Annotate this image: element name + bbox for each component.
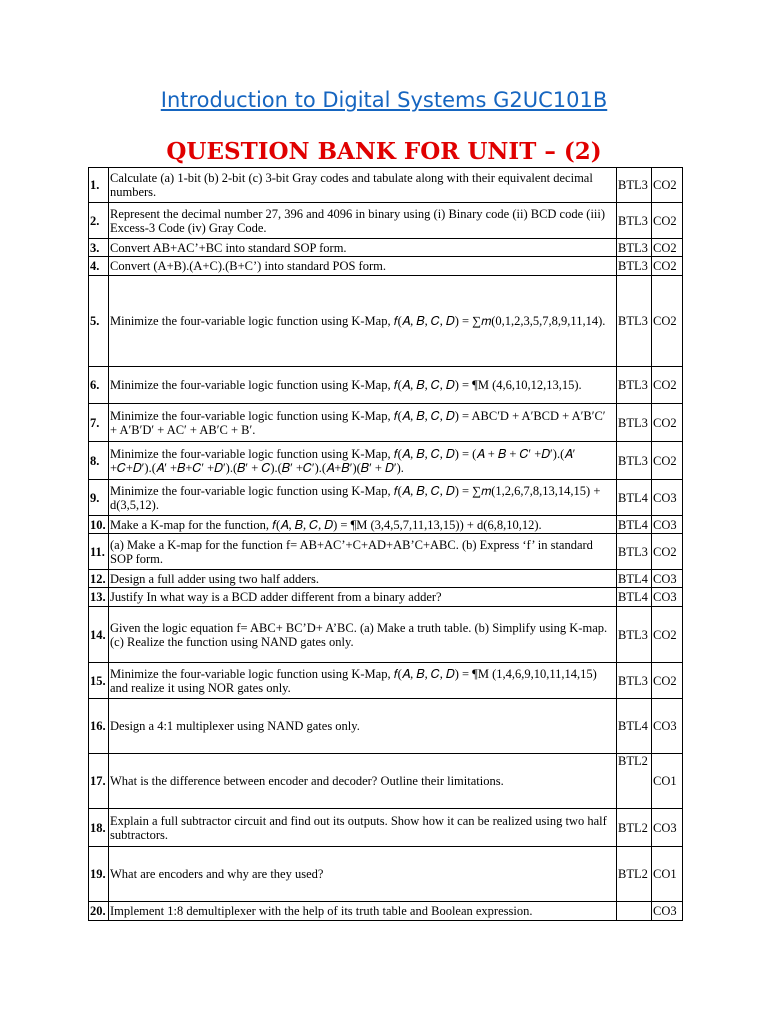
course-outcome: CO3 bbox=[652, 699, 683, 754]
course-outcome: CO3 bbox=[652, 570, 683, 588]
btl-level: BTL3 bbox=[617, 367, 652, 404]
question-text: Design a 4:1 multiplexer using NAND gates only. bbox=[109, 699, 617, 754]
question-text: Implement 1:8 demultiplexer with the help of its truth table and Boolean expression. bbox=[109, 902, 617, 921]
question-text: Calculate (a) 1-bit (b) 2-bit (c) 3-bit Gray codes and tabulate along with their equivalent decimal numbers. bbox=[109, 168, 617, 203]
question-number: 9. bbox=[89, 480, 109, 516]
course-outcome: CO1 bbox=[652, 847, 683, 902]
question-text: Given the logic equation f= ABC+ BC’D+ A’BC. (a) Make a truth table. (b) Simplify using K-map. (c) Realize the function using NAND gates only. bbox=[109, 607, 617, 663]
btl-level: BTL3 bbox=[617, 276, 652, 367]
question-number: 5. bbox=[89, 276, 109, 367]
question-number: 20. bbox=[89, 902, 109, 921]
course-outcome: CO3 bbox=[652, 480, 683, 516]
question-number: 18. bbox=[89, 809, 109, 847]
question-row bbox=[89, 442, 683, 480]
question-number: 1. bbox=[89, 168, 109, 203]
question-text: Minimize the four-variable logic function using K-Map, 𝑓(𝐴, 𝐵, 𝐶, 𝐷) = (𝐴 + 𝐵 + 𝐶′ +𝐷′).(𝐴′ +𝐶+𝐷′).(𝐴′ +𝐵+𝐶′ +𝐷′).(𝐵′ + 𝐶).(𝐵′ +𝐶′).(𝐴+𝐵′)(𝐵′ + 𝐷′). bbox=[109, 442, 617, 480]
question-row bbox=[89, 534, 683, 570]
btl-level: BTL3 bbox=[617, 404, 652, 442]
question-text: Represent the decimal number 27, 396 and 4096 in binary using (i) Binary code (ii) BCD code (iii) Excess-3 Code (iv) Gray Code. bbox=[109, 203, 617, 239]
course-outcome: CO3 bbox=[652, 902, 683, 921]
btl-level: BTL3 bbox=[617, 203, 652, 239]
question-text: Minimize the four-variable logic function using K-Map, 𝑓(𝐴, 𝐵, 𝐶, 𝐷) = ¶M (4,6,10,12,13,15). bbox=[109, 367, 617, 404]
btl-level: BTL4 bbox=[617, 699, 652, 754]
btl-level: BTL2 bbox=[617, 809, 652, 847]
btl-level: BTL2 bbox=[617, 847, 652, 902]
question-number: 3. bbox=[89, 239, 109, 257]
question-row bbox=[89, 480, 683, 516]
btl-level: BTL3 bbox=[617, 607, 652, 663]
question-number: 8. bbox=[89, 442, 109, 480]
question-number: 11. bbox=[89, 534, 109, 570]
question-text: Explain a full subtractor circuit and find out its outputs. Show how it can be realized using two half subtractors. bbox=[109, 809, 617, 847]
question-number: 12. bbox=[89, 570, 109, 588]
btl-level: BTL4 bbox=[617, 480, 652, 516]
question-row bbox=[89, 809, 683, 847]
question-row bbox=[89, 570, 683, 588]
question-row bbox=[89, 663, 683, 699]
question-text: What are encoders and why are they used? bbox=[109, 847, 617, 902]
question-text: Minimize the four-variable logic function using K-Map, 𝑓(𝐴, 𝐵, 𝐶, 𝐷) = ∑𝑚(0,1,2,3,5,7,8,9,11,14). bbox=[109, 276, 617, 367]
question-row bbox=[89, 367, 683, 404]
question-number: 14. bbox=[89, 607, 109, 663]
question-number: 13. bbox=[89, 588, 109, 607]
btl-level: BTL3 bbox=[617, 168, 652, 203]
course-outcome: CO2 bbox=[652, 534, 683, 570]
course-outcome: CO2 bbox=[652, 367, 683, 404]
question-text: What is the difference between encoder and decoder? Outline their limitations. bbox=[109, 754, 617, 809]
question-number: 6. bbox=[89, 367, 109, 404]
question-number: 2. bbox=[89, 203, 109, 239]
question-table bbox=[88, 167, 683, 921]
question-text: Minimize the four-variable logic function using K-Map, 𝑓(𝐴, 𝐵, 𝐶, 𝐷) = ∑𝑚(1,2,6,7,8,13,14,15) + d(3,5,12). bbox=[109, 480, 617, 516]
course-outcome: CO2 bbox=[652, 607, 683, 663]
question-number: 4. bbox=[89, 257, 109, 276]
question-row bbox=[89, 404, 683, 442]
course-outcome: CO2 bbox=[652, 257, 683, 276]
question-row bbox=[89, 902, 683, 921]
btl-level: BTL3 bbox=[617, 239, 652, 257]
question-number: 16. bbox=[89, 699, 109, 754]
btl-level: BTL4 bbox=[617, 516, 652, 534]
question-row bbox=[89, 516, 683, 534]
question-text: Minimize the four-variable logic function using K-Map, 𝑓(𝐴, 𝐵, 𝐶, 𝐷) = ABC′D + A′BCD + A′B′C′ + A′B′D′ + AC′ + AB′C + B′. bbox=[109, 404, 617, 442]
btl-level: BTL3 bbox=[617, 442, 652, 480]
question-number: 17. bbox=[89, 754, 109, 809]
question-bank-heading: QUESTION BANK FOR UNIT – (2) bbox=[166, 138, 602, 165]
question-row bbox=[89, 257, 683, 276]
question-text: Design a full adder using two half adders. bbox=[109, 570, 617, 588]
btl-level bbox=[617, 902, 652, 921]
course-outcome: CO2 bbox=[652, 239, 683, 257]
question-row bbox=[89, 754, 683, 809]
question-text: Convert AB+AC’+BC into standard SOP form. bbox=[109, 239, 617, 257]
question-number: 15. bbox=[89, 663, 109, 699]
question-row bbox=[89, 168, 683, 203]
course-outcome: CO1 bbox=[652, 754, 683, 809]
question-row bbox=[89, 847, 683, 902]
document-title: Introduction to Digital Systems G2UC101B bbox=[160, 88, 608, 112]
question-text: (a) Make a K-map for the function f= AB+AC’+C+AD+AB’C+ABC. (b) Express ‘f’ in standard SOP form. bbox=[109, 534, 617, 570]
btl-level: BTL3 bbox=[617, 257, 652, 276]
question-number: 7. bbox=[89, 404, 109, 442]
question-text: Minimize the four-variable logic function using K-Map, 𝑓(𝐴, 𝐵, 𝐶, 𝐷) = ¶M (1,4,6,9,10,11,14,15) and realize it using NOR gates only. bbox=[109, 663, 617, 699]
question-row bbox=[89, 699, 683, 754]
btl-level: BTL3 bbox=[617, 663, 652, 699]
question-row bbox=[89, 588, 683, 607]
course-outcome: CO2 bbox=[652, 663, 683, 699]
btl-level: BTL3 bbox=[617, 534, 652, 570]
course-outcome: CO2 bbox=[652, 168, 683, 203]
question-text: Justify In what way is a BCD adder different from a binary adder? bbox=[109, 588, 617, 607]
course-outcome: CO3 bbox=[652, 809, 683, 847]
question-row bbox=[89, 607, 683, 663]
question-text: Convert (A+B).(A+C).(B+C’) into standard POS form. bbox=[109, 257, 617, 276]
course-outcome: CO2 bbox=[652, 276, 683, 367]
course-outcome: CO2 bbox=[652, 203, 683, 239]
question-number: 10. bbox=[89, 516, 109, 534]
btl-level: BTL4 bbox=[617, 588, 652, 607]
question-row bbox=[89, 239, 683, 257]
question-text: Make a K-map for the function, 𝑓(𝐴, 𝐵, 𝐶, 𝐷) = ¶M (3,4,5,7,11,13,15)) + d(6,8,10,12). bbox=[109, 516, 617, 534]
btl-level: BTL4 bbox=[617, 570, 652, 588]
btl-level: BTL2 bbox=[617, 754, 652, 809]
course-outcome: CO2 bbox=[652, 442, 683, 480]
course-outcome: CO3 bbox=[652, 588, 683, 607]
course-outcome: CO3 bbox=[652, 516, 683, 534]
course-outcome: CO2 bbox=[652, 404, 683, 442]
question-row bbox=[89, 203, 683, 239]
question-number: 19. bbox=[89, 847, 109, 902]
question-row bbox=[89, 276, 683, 367]
